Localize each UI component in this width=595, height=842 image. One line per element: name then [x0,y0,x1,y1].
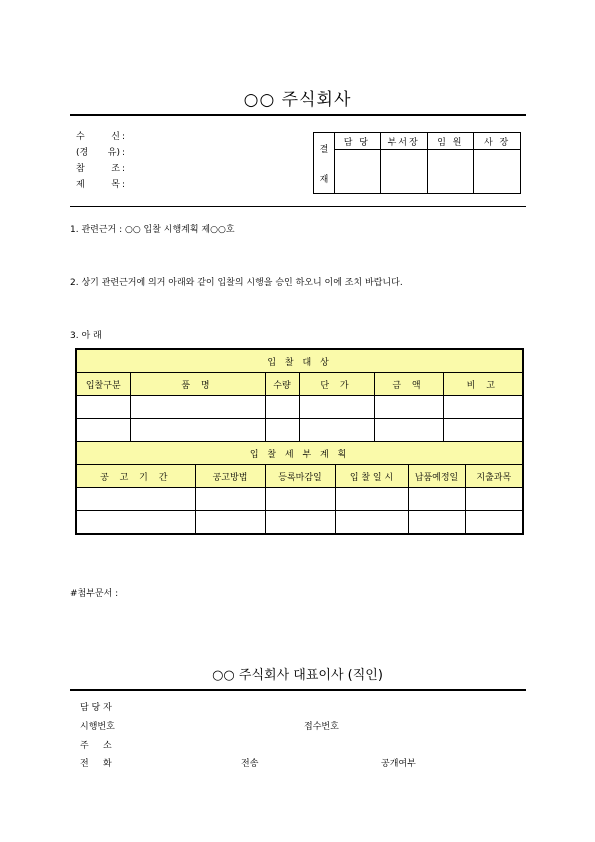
approval-col-dept-head: 부서장 [381,133,428,193]
table-cell[interactable] [265,419,299,442]
signature-cell[interactable] [334,150,380,193]
approval-side-label: 결 재 [314,133,335,193]
table-cell[interactable] [76,488,195,511]
footer-address-label: 주 소 [80,741,112,751]
table-cell[interactable] [443,396,523,419]
header-unit-price: 단 가 [299,373,374,396]
table-cell[interactable] [195,511,265,535]
table-cell[interactable] [130,396,265,419]
table-cell[interactable] [76,511,195,535]
table-row [76,511,523,535]
approval-col-executive: 임 원 [428,133,475,193]
approval-col-staff: 담 당 [334,133,381,193]
header-divider [70,206,526,207]
header-notice-method: 공고방법 [195,465,265,488]
meta-reference: 참 조 : [76,164,126,174]
bid-table [75,348,524,535]
header-quantity: 수량 [265,373,299,396]
header-remarks: 비 고 [443,373,523,396]
header-bid-datetime: 입 찰 일 시 [335,465,408,488]
body-item-3: 3. 아 래 [70,331,102,341]
meta-fields [76,129,276,193]
footer-company-seal: ○○ 주식회사 대표이사 (직인) [212,668,383,683]
meta-via: (경 유) : [76,148,126,158]
table-cell[interactable] [408,511,465,535]
footer-fax-label: 전송 [241,759,259,769]
section-bid-target-title: 입 찰 대 상 [76,349,523,373]
table-cell[interactable] [299,396,374,419]
approval-box [313,132,521,194]
table-cell[interactable] [374,419,443,442]
table-cell[interactable] [76,396,130,419]
title-divider [70,114,526,116]
header-notice-period: 공 고 기 간 [76,465,195,488]
header-item-name: 품 명 [130,373,265,396]
header-registration-deadline: 등록마감일 [265,465,335,488]
header-amount: 금 액 [374,373,443,396]
table-cell[interactable] [335,488,408,511]
table-cell[interactable] [374,396,443,419]
table-cell[interactable] [408,488,465,511]
table-cell[interactable] [265,511,335,535]
table-row [76,419,523,442]
section-bid-plan-title: 입 찰 세 부 계 획 [76,442,523,465]
header-expense-account: 지출과목 [465,465,523,488]
table-cell[interactable] [335,511,408,535]
footer-receipt-no-label: 접수번호 [304,722,339,732]
table-cell[interactable] [76,419,130,442]
table-cell[interactable] [299,419,374,442]
table-row [76,396,523,419]
table-cell[interactable] [265,488,335,511]
table-cell[interactable] [465,511,523,535]
approval-col-president: 사 장 [474,133,520,193]
footer-divider [70,689,526,691]
meta-recipient: 수 신 : [76,132,126,142]
signature-cell[interactable] [474,150,520,193]
table-row [76,488,523,511]
table-cell[interactable] [443,419,523,442]
header-delivery-date: 납품예정일 [408,465,465,488]
signature-cell[interactable] [381,150,427,193]
table-cell[interactable] [195,488,265,511]
body-item-1: 1. 관련근거 : ○○ 입찰 시행계획 제○○호 [70,225,235,235]
document-title: ○○ 주식회사 [243,90,352,110]
footer-manager-label: 담 당 자 [80,703,112,713]
footer-exec-no-label: 시행번호 [80,722,115,732]
footer-phone-label: 전 화 [80,759,112,769]
attachment-label: #첨부문서 : [70,589,119,599]
signature-cell[interactable] [428,150,474,193]
table-cell[interactable] [265,396,299,419]
footer-disclosure-label: 공개여부 [381,759,416,769]
header-bid-type: 입찰구분 [76,373,130,396]
body-item-2: 2. 상기 관련근거에 의거 아래와 같이 입찰의 시행을 승인 하오니 이에 조치 바랍니다. [70,278,403,288]
meta-subject: 제 목 : [76,180,126,190]
table-cell[interactable] [130,419,265,442]
table-cell[interactable] [465,488,523,511]
